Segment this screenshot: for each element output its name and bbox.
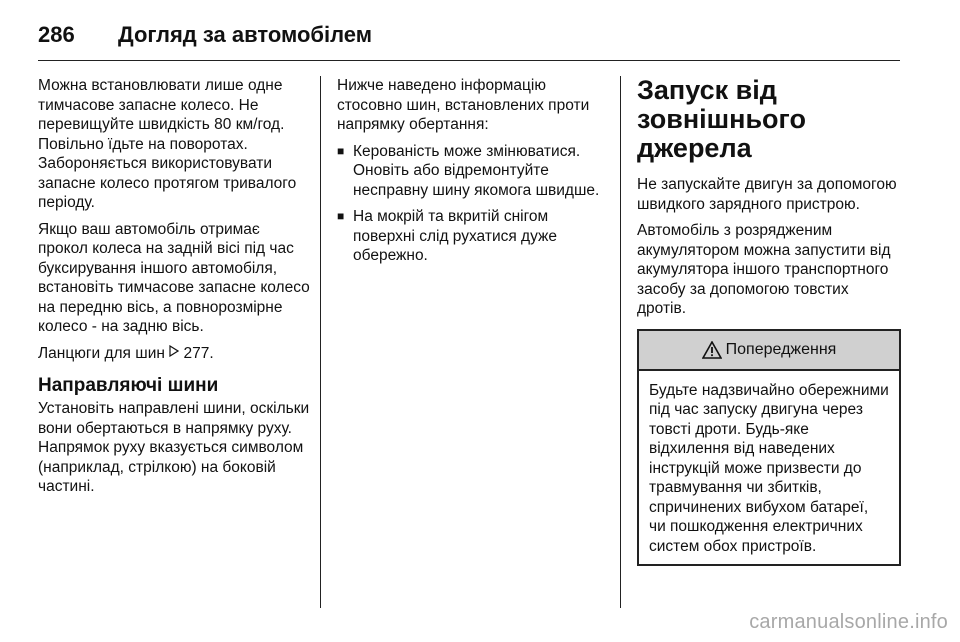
list-item-text: Керованість може змінюватися. Оновіть або відремонтуйте несправну шину якомога швидше. (353, 142, 600, 199)
watermark: carmanualsonline.info (749, 611, 948, 633)
cross-reference-arrow-icon (169, 345, 179, 357)
directional-tires-paragraph: Установіть направлені шини, оскільки вони обертаються в напрямку руху. Напрямок руху вказується символом (наприклад, стрілкою) на боковій частині. (38, 400, 310, 495)
reverse-tires-intro: Нижче наведено інформацію стосовно шин, встановлених проти напрямку обертання: (337, 77, 590, 133)
spare-wheel-paragraph: Можна встановлювати лише одне тимчасове запасне колесо. Не перевищуйте швидкість 80 км/год. Повільно їдьте на поворотах. Забороняється використовувати запасне колесо протягом тривалого періоду. (38, 77, 297, 211)
no-fast-charger-paragraph: Не запускайте двигун за допомогою швидкого зарядного пристрою. (637, 176, 897, 213)
directional-tires-heading: Направляючі шини (38, 375, 219, 396)
tire-chains-reference (38, 344, 310, 364)
column-divider-1 (320, 76, 321, 608)
bullet-icon: ■ (337, 143, 345, 158)
column-3 (637, 76, 901, 566)
column-divider-2 (620, 76, 621, 608)
header-divider (38, 60, 900, 61)
warning-triangle-icon (702, 341, 722, 359)
page-title: Догляд за автомобілем (118, 22, 373, 47)
jump-start-heading: Запуск від зовнішнього джерела (637, 75, 806, 163)
list-item (337, 142, 611, 201)
column-1 (38, 76, 310, 504)
towing-puncture-paragraph: Якщо ваш автомобіль отримає прокол колеса на задній вісі під час буксирування іншого автомобіля, встановіть тимчасове запасне колесо на передню вісь, а повнорозмірне колесо - на задню вісь. (38, 220, 310, 335)
bullet-icon: ■ (337, 209, 345, 223)
jump-start-paragraph: Автомобіль з розрядженим акумулятором можна запустити від акумулятора іншого транспортного засобу за допомогою товстих дротів. (637, 222, 891, 317)
column-2 (337, 76, 611, 273)
page-header (38, 22, 900, 52)
page-number: 286 (38, 22, 75, 47)
tire-chains-page-link[interactable]: 277. (183, 344, 214, 362)
tire-chains-text: Ланцюги для шин (38, 344, 165, 362)
cross-reference-icon (169, 343, 179, 363)
warning-box (637, 329, 901, 567)
list-item (337, 207, 611, 266)
reverse-tires-list (337, 142, 611, 266)
warning-text: Будьте надзвичайно обережними під час запуску двигуна через товсті дроти. Будь-яке відхилення від наведених інструкцій може призвести до травмування чи збитків, спричинених вибухом батареї, чи пошкодження електричних систем обох пристроїв. (649, 381, 889, 555)
warning-header (639, 331, 899, 371)
list-item-text: На мокрій та вкритій снігом поверхні слід рухатися дуже обережно. (353, 208, 558, 264)
warning-title: Попередження (725, 340, 837, 358)
